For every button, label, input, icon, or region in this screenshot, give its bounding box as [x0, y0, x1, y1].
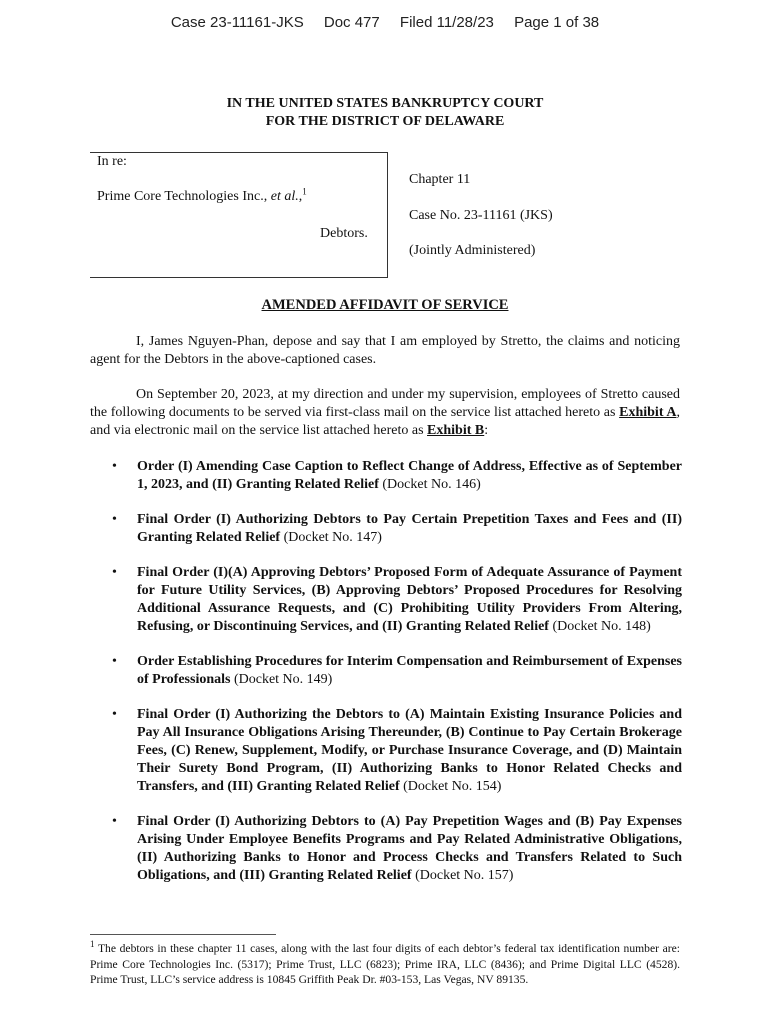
caption-administration: (Jointly Administered)	[409, 243, 536, 258]
docket-number-text: (Docket No. 157)	[411, 868, 514, 883]
docket-number-text: (Docket No. 147)	[280, 530, 382, 545]
paragraph-declarant-text: I, James Nguyen-Phan, depose and say that I am employed by Stretto, the claims and noticing agent for the Debtors in the above-captioned cases.	[90, 334, 680, 367]
bullet-icon: •	[112, 512, 117, 527]
header-page-number: Page 1 of 38	[514, 14, 600, 31]
document-title: AMENDED AFFIDAVIT OF SERVICE	[261, 297, 509, 313]
list-item	[90, 511, 682, 547]
header-filed-date: Filed 11/28/23	[399, 14, 494, 31]
court-line-2: FOR THE DISTRICT OF DELAWARE	[265, 114, 505, 129]
list-item	[90, 458, 682, 494]
document-title-text: Final Order (I) Authorizing the Debtors to (A) Maintain Existing Insurance Policies and Pay All Insurance Obligations Arising Thereunder, (B) Continue to Pay Certain Brokerage Fees, (C) Renew, Supplement, Modify, or Purchase Insurance Coverage, and (D) Maintain Their Surety Bond Program, (II) Authorizing Banks to Honor Related Checks and Transfers, and (III) Granting Related Relief	[137, 707, 682, 794]
docket-number-text: (Docket No. 146)	[378, 477, 481, 492]
bullet-icon: •	[112, 459, 117, 474]
et-al-text: et al.	[270, 189, 299, 204]
list-item	[90, 813, 682, 885]
docket-number-text: (Docket No. 154)	[399, 779, 502, 794]
caption-box	[90, 152, 388, 278]
served-documents-list	[90, 458, 682, 902]
service-text-a: On September 20, 2023, at my direction and under my supervision, employees of Stretto caused the following documents to be served via first-class mail on the service list attached hereto as	[90, 387, 680, 420]
footnote-number: 1	[90, 939, 95, 950]
caption-chapter: Chapter 11	[409, 172, 471, 187]
docket-number-text: (Docket No. 148)	[548, 619, 651, 634]
bullet-icon: •	[112, 654, 117, 669]
document-title-text: Order (I) Amending Case Caption to Reflect Change of Address, Effective as of September 1, 2023, and (II) Granting Related Relief	[137, 459, 682, 492]
exhibit-b-label: Exhibit B	[427, 423, 485, 438]
document-title-text: Order Establishing Procedures for Interim Compensation and Reimbursement of Expenses of Professionals	[137, 654, 682, 687]
service-text-b: , and via electronic mail on the service list attached hereto as	[90, 405, 680, 438]
page-header	[0, 14, 770, 31]
list-item	[90, 653, 682, 689]
debtor-name-text: Prime Core Technologies Inc.,	[97, 189, 271, 204]
service-text-c: :	[484, 423, 489, 438]
document-title-text: Final Order (I) Authorizing Debtors to Pay Certain Prepetition Taxes and Fees and (II) Granting Related Relief	[137, 512, 682, 545]
footnote	[90, 941, 680, 988]
paragraph-service	[90, 386, 680, 440]
footnote-text: The debtors in these chapter 11 cases, along with the last four digits of each debtor’s federal tax identification number are: Prime Core Technologies Inc. (5317); Prime Trust, LLC (6823); Prime IRA, LLC (8436); and Prime Digital LLC (4528). Prime Trust, LLC’s service address is 10845 Griffith Peak Dr. #03-153, Las Vegas, NV 89135.	[90, 942, 680, 986]
court-heading	[0, 95, 770, 131]
list-item	[90, 564, 682, 636]
docket-number-text: (Docket No. 149)	[230, 672, 333, 687]
header-case-number: Case 23-11161-JKS	[170, 14, 304, 31]
footnote-ref-link[interactable]: 1	[302, 186, 307, 197]
caption-debtor-name	[97, 186, 307, 205]
caption-case-number: Case No. 23-11161 (JKS)	[409, 208, 553, 223]
bullet-icon: •	[112, 814, 117, 829]
exhibit-a-label: Exhibit A	[619, 405, 677, 420]
et-al-suffix: ,	[298, 189, 303, 204]
list-item	[90, 706, 682, 796]
caption-debtors-label: Debtors.	[320, 226, 368, 241]
bullet-icon: •	[112, 565, 117, 580]
header-doc-number: Doc 477	[323, 14, 380, 31]
document-title-text: Final Order (I)(A) Approving Debtors’ Proposed Form of Adequate Assurance of Payment for Future Utility Services, (B) Approving Debtors’ Proposed Procedures for Resolving Additional Assurance Requests, and (C) Prohibiting Utility Providers From Altering, Refusing, or Discontinuing Services, and (II) Granting Related Relief	[137, 565, 682, 634]
footnote-divider	[90, 934, 276, 935]
court-line-1: IN THE UNITED STATES BANKRUPTCY COURT	[226, 96, 544, 111]
bullet-icon: •	[112, 707, 117, 722]
paragraph-declarant	[90, 333, 680, 369]
document-title-text: Final Order (I) Authorizing Debtors to (A) Pay Prepetition Wages and (B) Pay Expenses Arising Under Employee Benefits Programs and Pay Related Administrative Obligations, (II) Authorizing Banks to Honor and Process Checks and Transfers Related to Such Obligations, and (III) Granting Related Relief	[137, 814, 682, 883]
caption-in-re: In re:	[97, 154, 127, 169]
